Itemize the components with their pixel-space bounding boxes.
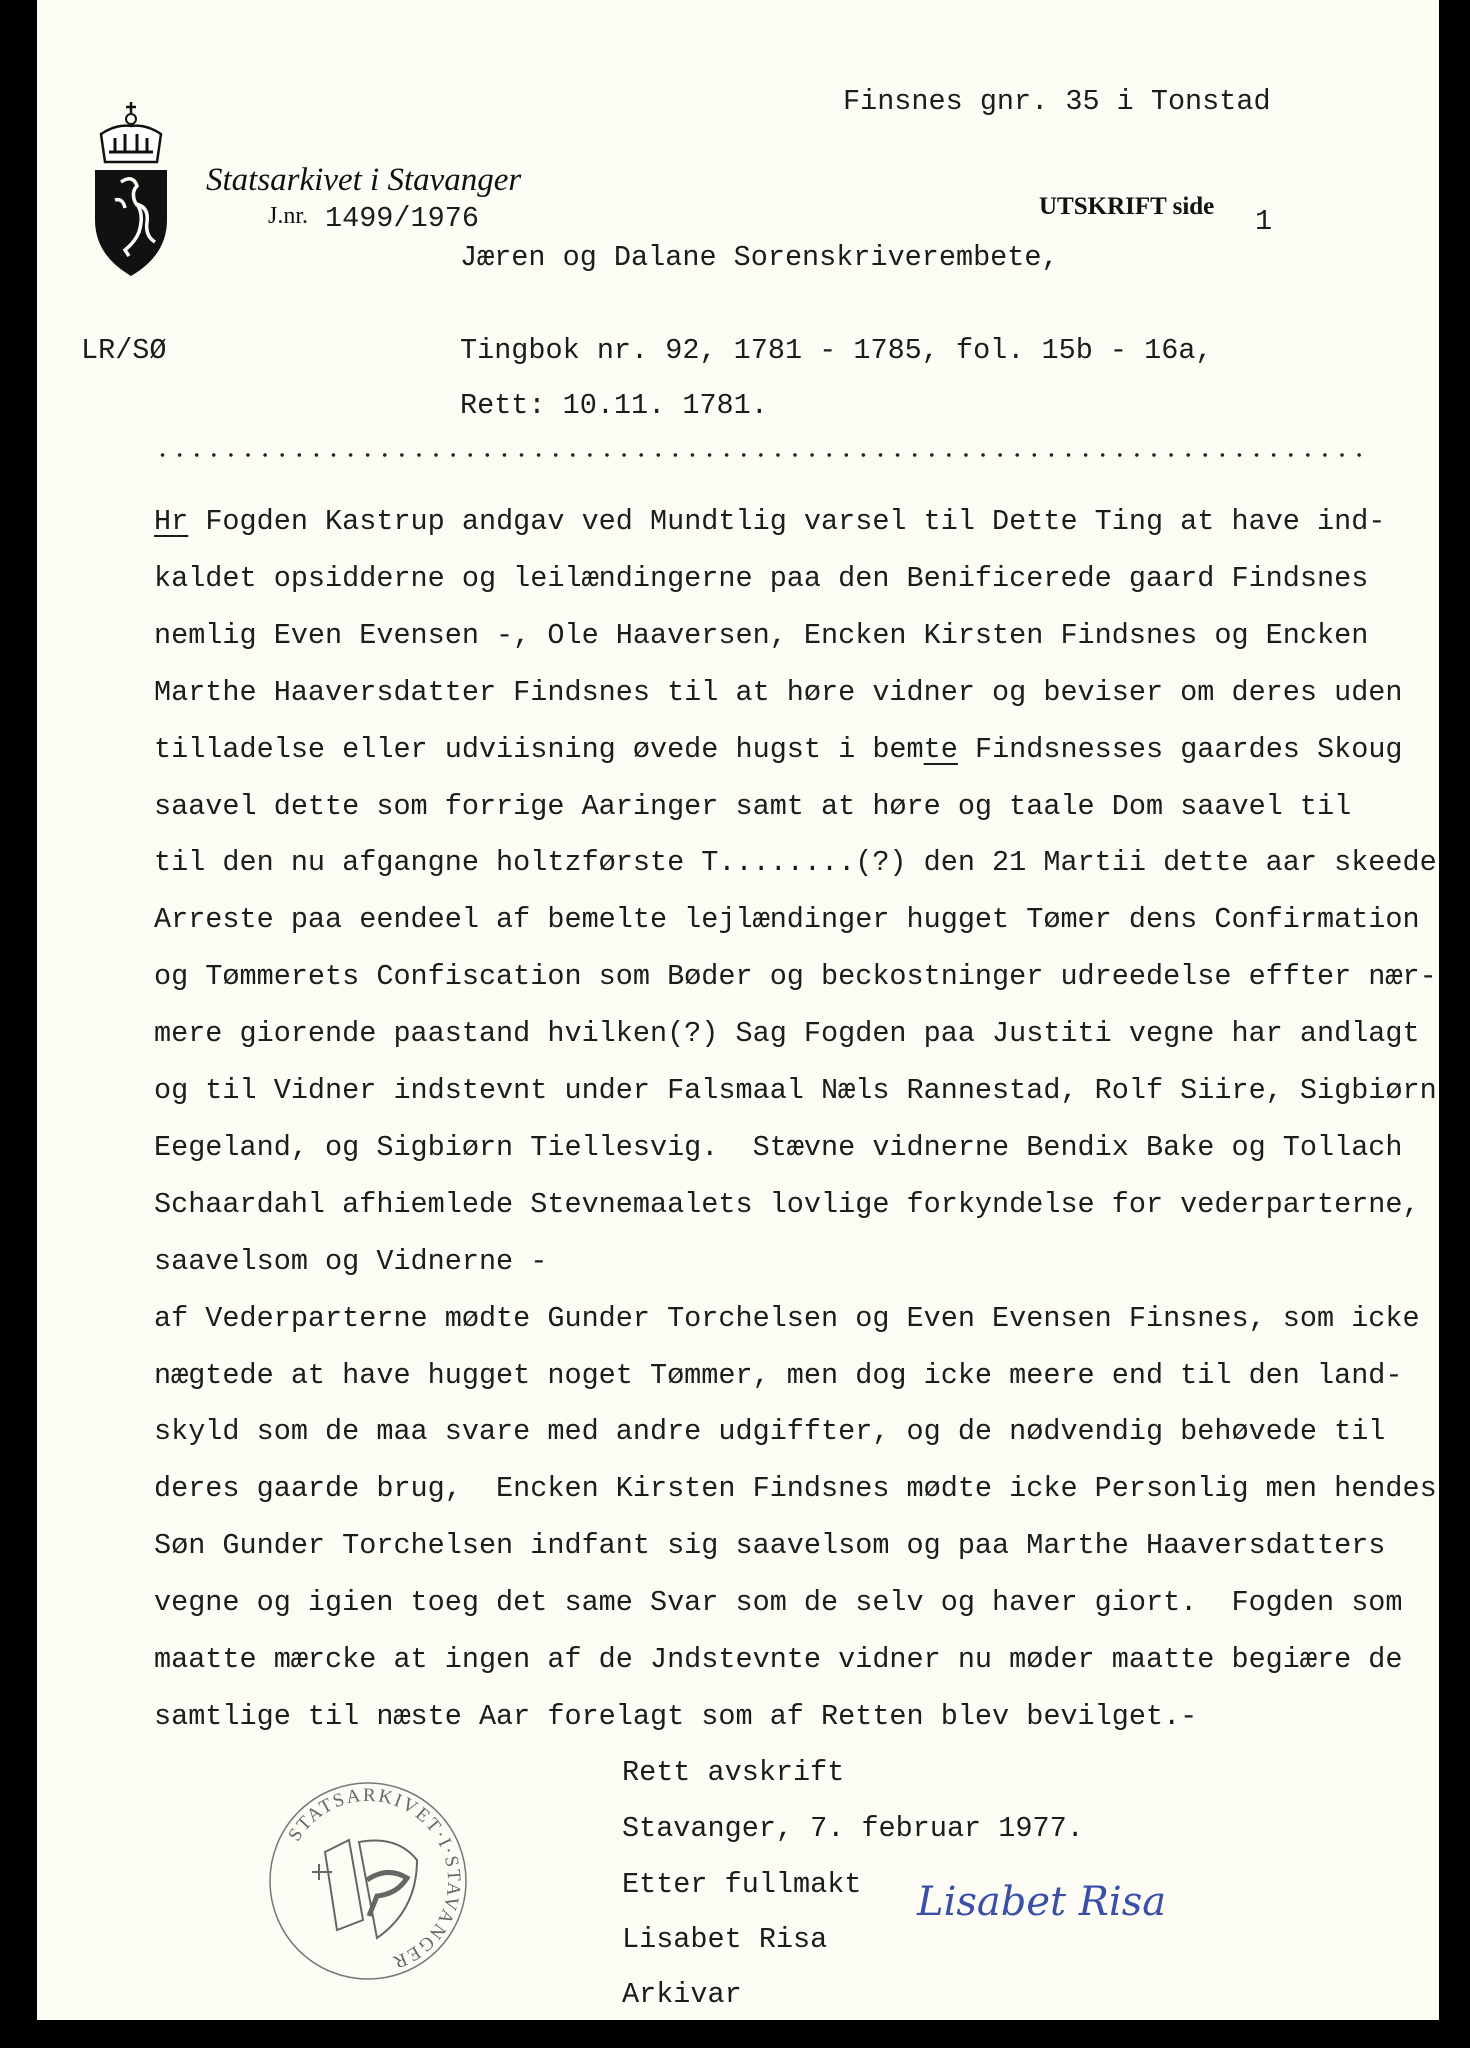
utskrift-label: UTSKRIFT side (1039, 193, 1215, 220)
transcript-line (154, 1130, 1403, 1164)
line-text: vegne og igien toeg det same Svar som de selv og haver giort. Fogden som (154, 1586, 1403, 1620)
institution-name: Statsarkivet i Stavanger (206, 162, 522, 198)
transcript-line (154, 1586, 1403, 1620)
transcript-line (154, 789, 1352, 823)
line-text: skyld som de maa svare med andre udgiffter, og de nødvendig behøvede til (154, 1415, 1386, 1449)
transcript-line (154, 1187, 1420, 1221)
archive-seal-stamp (267, 1780, 469, 1982)
transcript-line (154, 1017, 1420, 1051)
line-text: Søn Gunder Torchelsen indfant sig saavelsom og paa Marthe Haaversdatters (154, 1529, 1386, 1563)
line-text: kaldet opsidderne og leilændingerne paa den Benificerede gaard Findsnes (154, 561, 1369, 595)
line-text: af Vederparterne mødte Gunder Torchelsen og Even Evensen Finsnes, som icke (154, 1301, 1420, 1335)
transcript-line (154, 1699, 1198, 1733)
transcript-line (154, 903, 1420, 937)
coat-of-arms-logo (91, 100, 171, 278)
line-text: Fogden Kastrup andgav ved Mundtlig varsel til Dette Ting at have ind- (188, 505, 1386, 538)
transcript-line (154, 1301, 1420, 1335)
svg-text:STATSARKIVET·I·STAVANGER: STATSARKIVET·I·STAVANGER (284, 1784, 465, 1974)
transcript-line (154, 732, 1403, 766)
underlined-text: Hr (154, 505, 189, 538)
handwritten-signature: Lisabet Risa (917, 1879, 1167, 1925)
court-name: Jæren og Dalane Sorenskriverembete, (460, 241, 1059, 274)
line-text: deres gaarde brug, Encken Kirsten Findsnes mødte icke Personlig men hendes (154, 1472, 1437, 1506)
line-text: nemlig Even Evensen -, Ole Haaversen, Encken Kirsten Findsnes og Encken (154, 618, 1369, 652)
line-text: saavel dette som forrige Aaringer samt at høre og taale Dom saavel til (154, 789, 1352, 823)
transcript-line (154, 960, 1437, 994)
line-text: Eegeland, og Sigbiørn Tiellesvig. Stævne vidnerne Bendix Bake og Tollach (154, 1130, 1403, 1164)
signatory-name: Lisabet Risa (622, 1923, 828, 1956)
transcript-line (154, 675, 1403, 709)
transcript-line (154, 1643, 1403, 1676)
court-date: Rett: 10.11. 1781. (460, 389, 768, 422)
signatory-title: Arkivar (622, 1978, 742, 2011)
line-text: Schaardahl afhiemlede Stevnemaalets lovlige forkyndelse for vederparterne, (154, 1187, 1420, 1221)
transcript-line (154, 1415, 1386, 1449)
line-text: tilladelse eller udviisning øvede hugst i bem (154, 732, 924, 766)
initials: LR/SØ (81, 334, 167, 367)
line-text: Findsnesses gaardes Skoug (957, 732, 1403, 766)
line-text: maatte mærcke at ingen af de Jndstevnte vidner nu møder maatte begiære de (154, 1643, 1403, 1676)
transcript-line (154, 1244, 548, 1278)
document-page (37, 0, 1439, 2020)
line-text: saavelsom og Vidnerne - (154, 1244, 548, 1278)
court-book: Tingbok nr. 92, 1781 - 1785, fol. 15b - 16a, (460, 334, 1213, 367)
archive-reference: Finsnes gnr. 35 i Tonstad (843, 85, 1271, 118)
transcript-line (154, 1074, 1437, 1107)
underlined-text: te (923, 732, 958, 766)
transcript-line (154, 618, 1369, 652)
place-date: Stavanger, 7. februar 1977. (622, 1812, 1084, 1845)
line-text: Arreste paa eendeel af bemelte lejlændinger hugget Tømer dens Confirmation (154, 903, 1420, 937)
line-text: til den nu afgangne holtzførste T........(?) den 21 Martii dette aar skeede (154, 846, 1437, 880)
line-text: mere giorende paastand hvilken(?) Sag Fogden paa Justiti vegne har andlagt (154, 1017, 1420, 1051)
transcript-line (154, 1358, 1403, 1392)
transcript-line (154, 505, 1386, 538)
dotted-separator (154, 452, 1370, 458)
line-text: nægtede at have hugget noget Tømmer, men dog icke meere end til den land- (154, 1358, 1403, 1392)
jnr-value: 1499/1976 (325, 202, 479, 235)
line-text: Marthe Haaversdatter Findsnes til at høre vidner og beviser om deres uden (154, 675, 1403, 709)
authority: Etter fullmakt (622, 1868, 862, 1901)
certification: Rett avskrift (622, 1756, 845, 1789)
transcript-line (154, 561, 1369, 595)
transcript-line (154, 1472, 1437, 1506)
jnr-label: J.nr. (268, 203, 309, 229)
line-text: samtlige til næste Aar forelagt som af Retten blev bevilget.- (154, 1699, 1198, 1733)
line-text: og Tømmerets Confiscation som Bøder og beckostninger udreedelse effter nær- (154, 960, 1437, 994)
transcript-line (154, 1529, 1386, 1563)
page-number: 1 (1255, 205, 1273, 238)
line-text: og til Vidner indstevnt under Falsmaal Næls Rannestad, Rolf Siire, Sigbiørn (154, 1074, 1437, 1107)
transcript-line (154, 846, 1437, 880)
